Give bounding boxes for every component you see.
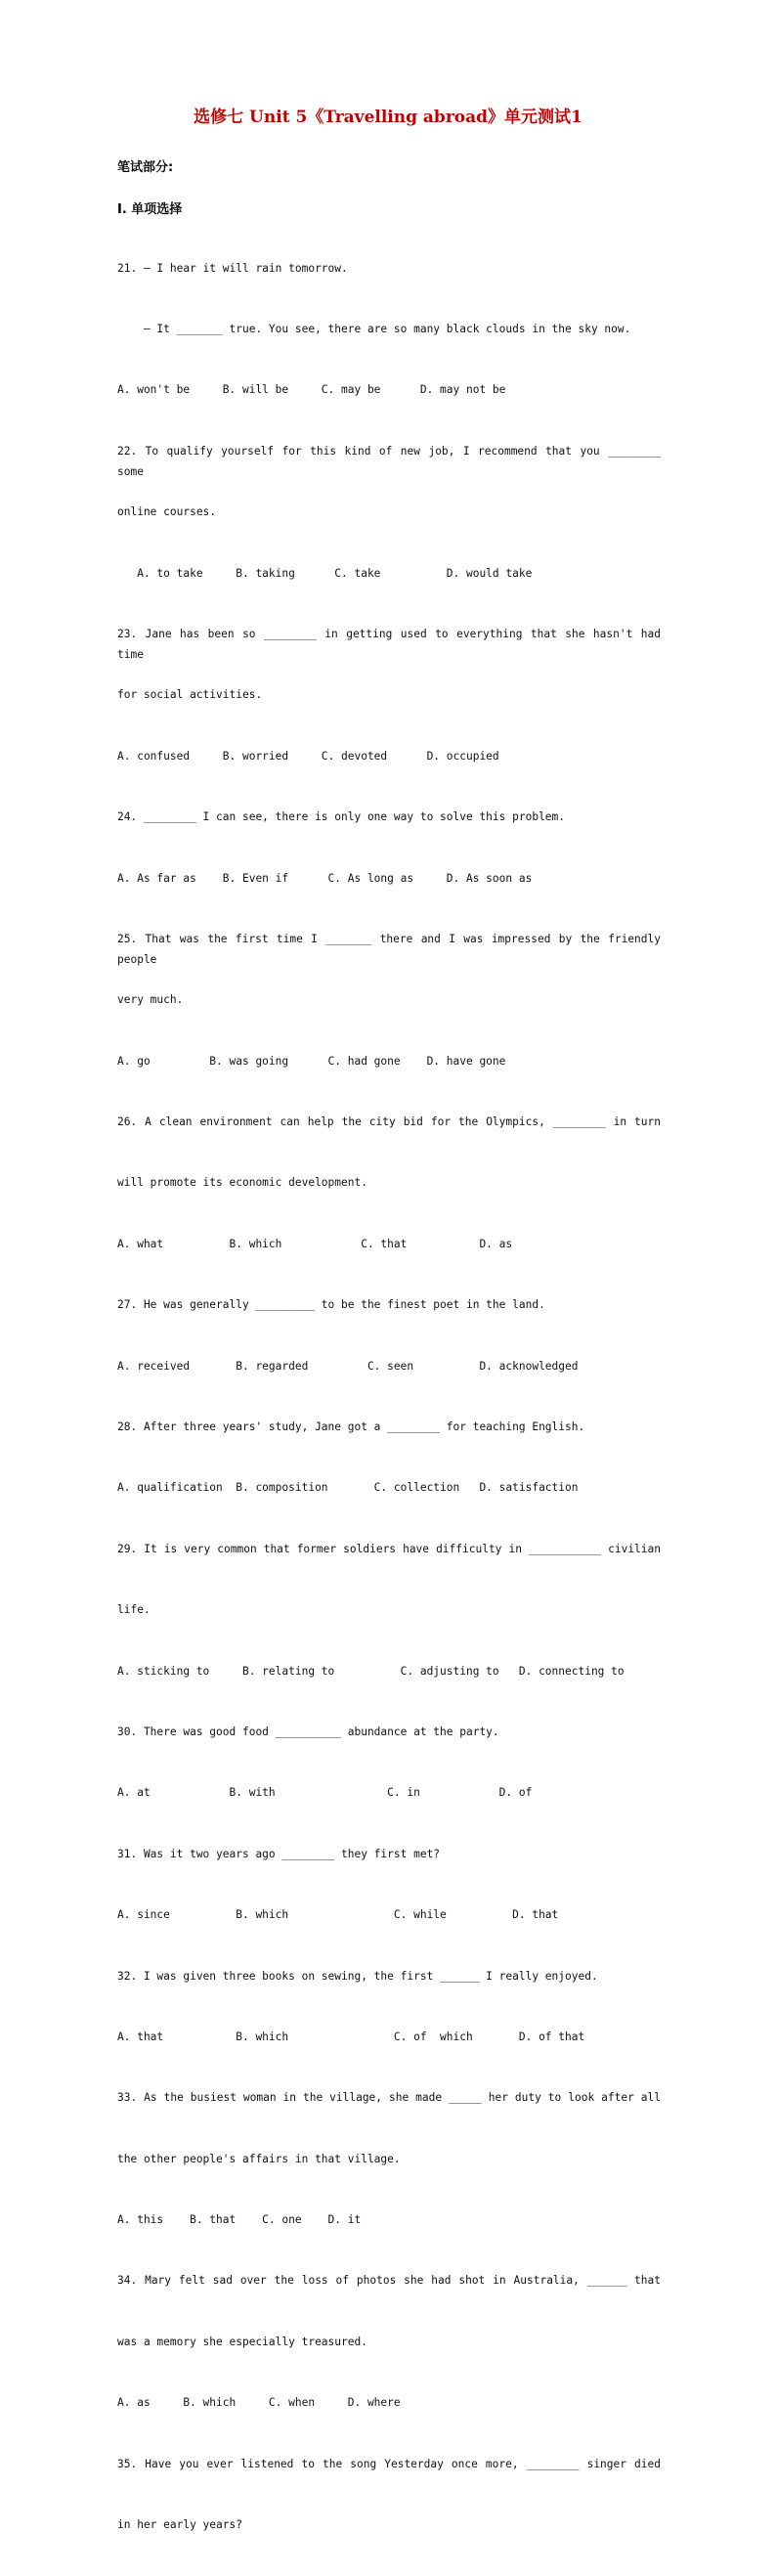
question-line: 33. As the busiest woman in the village, she made _____ her duty to look after all [117, 2091, 661, 2105]
question-line: 26. A clean environment can help the city bid for the Olympics, ________ in turn [117, 1115, 661, 1129]
answer-options: A. sticking to B. relating to C. adjusting to D. connecting to [117, 1664, 625, 1678]
answer-options: A. confused B. worried C. devoted D. occupied [117, 749, 499, 763]
question-line: the other people's affairs in that village. [117, 2152, 401, 2165]
question-line: 25. That was the first time I _______ there and I was impressed by the friendly people [117, 932, 661, 966]
document-title: 选修七 Unit 5《Travelling abroad》单元测试1 [194, 108, 582, 127]
answer-options: A. go B. was going C. had gone D. have gone [117, 1054, 506, 1068]
question-line: 21. — I hear it will rain tomorrow. [117, 261, 348, 275]
question-list [117, 218, 661, 2576]
part-heading: I. 单项选择 [117, 202, 183, 217]
answer-options: A. As far as B. Even if C. As long as D. As soon as [117, 871, 533, 885]
question-line: 24. ________ I can see, there is only one way to solve this problem. [117, 810, 566, 824]
question-line: online courses. [117, 505, 217, 519]
question-line: — It _______ true. You see, there are so many black clouds in the sky now. [117, 322, 631, 335]
answer-options: A. that B. which C. of which D. of that [117, 2030, 585, 2043]
question-line: was a memory she especially treasured. [117, 2335, 367, 2348]
section-heading: 笔试部分: [117, 160, 174, 175]
question-line: 22. To qualify yourself for this kind of new job, I recommend that you ________ some [117, 444, 661, 478]
answer-options: A. what B. which C. that D. as [117, 1237, 513, 1250]
question-line: 27. He was generally _________ to be the finest poet in the land. [117, 1298, 545, 1312]
question-line: 23. Jane has been so ________ in getting used to everything that she hasn't had time [117, 627, 661, 661]
question-line: 31. Was it two years ago ________ they first met? [117, 1847, 441, 1860]
answer-options: A. this B. that C. one D. it [117, 2213, 362, 2227]
question-line: 29. It is very common that former soldiers have difficulty in ___________ civilian [117, 1542, 661, 1555]
answer-options: A. qualification B. composition C. collection D. satisfaction [117, 1481, 579, 1495]
answer-options: A. to take B. taking C. take D. would take [117, 566, 533, 580]
answer-options: A. won't be B. will be C. may be D. may not be [117, 383, 506, 397]
answer-options: A. received B. regarded C. seen D. acknowledged [117, 1359, 579, 1373]
question-line: 32. I was given three books on sewing, the first ______ I really enjoyed. [117, 1969, 598, 1983]
question-line: will promote its economic development. [117, 1176, 367, 1190]
question-line: very much. [117, 993, 184, 1007]
answer-options: A. at B. with C. in D. of [117, 1786, 533, 1800]
question-line: life. [117, 1603, 151, 1617]
answer-options: A. as B. which C. when D. where [117, 2396, 401, 2410]
question-line: 30. There was good food __________ abundance at the party. [117, 1725, 499, 1738]
question-line: 34. Mary felt sad over the loss of photos she had shot in Australia, ______ that [117, 2274, 661, 2288]
question-line: 28. After three years' study, Jane got a ________ for teaching English. [117, 1420, 585, 1434]
answer-options: A. since B. which C. while D. that [117, 1908, 559, 1922]
question-line: for social activities. [117, 688, 263, 702]
question-line: 35. Have you ever listened to the song Yesterday once more, ________ singer died [117, 2457, 661, 2470]
question-line: in her early years? [117, 2518, 242, 2532]
